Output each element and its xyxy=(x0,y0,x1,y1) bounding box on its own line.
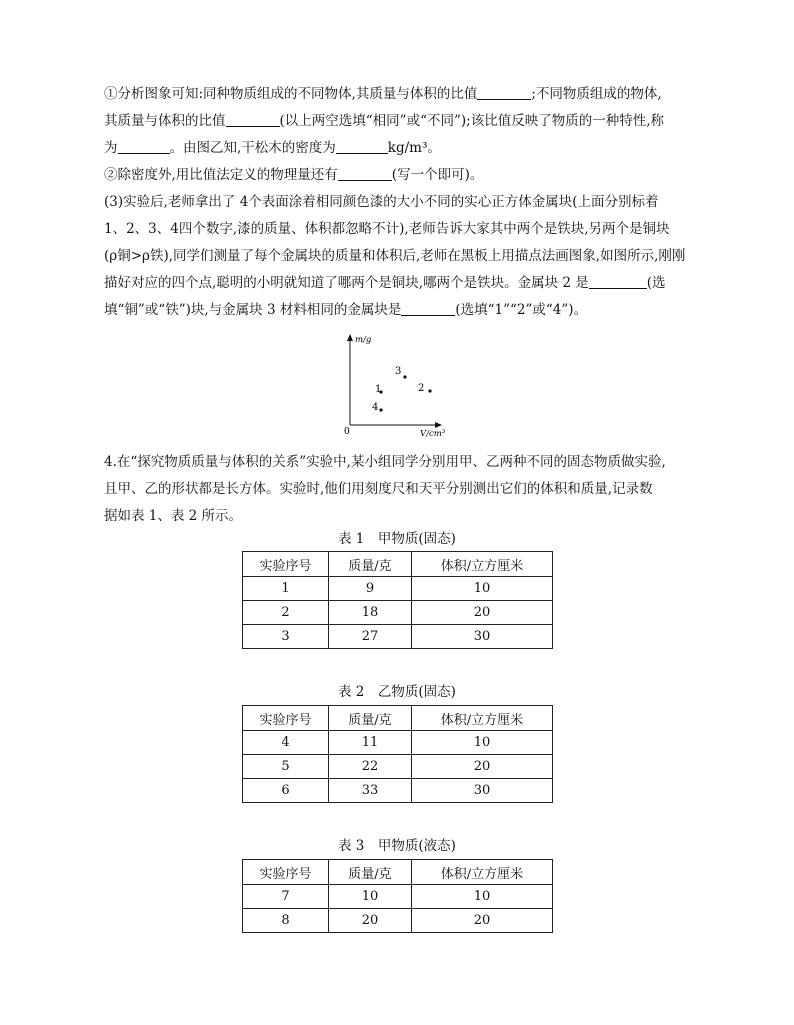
table-cell: 30 xyxy=(412,779,553,803)
text-line: 且甲、乙的形状都是长方体。实验时,他们用刻度尺和天平分别测出它们的体积和质量,记录数 xyxy=(104,481,653,497)
answer-blank[interactable] xyxy=(477,85,531,100)
text-segment: 为 xyxy=(104,140,118,156)
table-cell: 2 xyxy=(243,601,329,625)
table-row xyxy=(243,885,553,909)
text-line: 1、2、3、4四个数字,漆的质量、体积都忽略不计),老师告诉大家其中两个是铁块,另两个是铜块 xyxy=(104,221,670,237)
text-segment: (选 xyxy=(646,275,666,291)
table-row xyxy=(243,601,553,625)
table-cell: 30 xyxy=(412,625,553,649)
text-segment: (以上两空选填“相同”或“不同”);该比值反映了物质的一种特性,称 xyxy=(279,113,664,129)
text-line: (ρ铜>ρ铁),同学们测量了每个金属块的质量和体积后,老师在黑板上用描点法画图象,如图所示,刚刚 xyxy=(104,248,686,264)
table-caption: 表 1 甲物质(固态) xyxy=(338,531,456,547)
answer-blank[interactable] xyxy=(589,274,647,289)
text-segment: 其质量与体积的比值 xyxy=(104,113,226,129)
answer-blank[interactable] xyxy=(338,166,392,181)
table-cell: 11 xyxy=(329,731,412,755)
data-point-4 xyxy=(379,408,382,411)
table-cell: 27 xyxy=(329,625,412,649)
table-cell: 20 xyxy=(329,909,412,933)
table-cell: 6 xyxy=(243,779,329,803)
data-point-3 xyxy=(403,375,406,378)
table-caption: 表 2 乙物质(固态) xyxy=(338,684,456,700)
text-segment: 填“铜”或“铁”)块,与金属块 3 材料相同的金属块是 xyxy=(104,302,402,318)
text-segment: 描好对应的四个点,聪明的小明就知道了哪两个是铜块,哪两个是铁块。金属块 2 是 xyxy=(104,275,589,291)
text-line xyxy=(104,138,441,158)
answer-blank[interactable] xyxy=(118,139,170,154)
table-row xyxy=(243,909,553,933)
text-line xyxy=(104,300,587,320)
y-axis-arrow xyxy=(347,334,353,341)
table-cell: 8 xyxy=(243,909,329,933)
point-label-2: 2 xyxy=(418,383,425,394)
table-cell: 9 xyxy=(329,577,412,601)
table-cell: 5 xyxy=(243,755,329,779)
point-label-4: 4 xyxy=(372,402,379,413)
table-header-cell: 体积/立方厘米 xyxy=(412,860,553,885)
table-row xyxy=(243,755,553,779)
table-row xyxy=(243,731,553,755)
text-segment: 。 xyxy=(427,140,441,156)
answer-blank[interactable] xyxy=(336,139,388,154)
table-header-cell: 体积/立方厘米 xyxy=(412,552,553,577)
table-row xyxy=(243,625,553,649)
table-cell: 7 xyxy=(243,885,329,909)
text-line xyxy=(104,111,664,131)
y-axis-label: m/g xyxy=(355,335,372,345)
x-axis-arrow xyxy=(435,422,442,428)
table-header-cell: 质量/克 xyxy=(329,860,412,885)
answer-blank[interactable] xyxy=(226,112,280,127)
table-header-row xyxy=(243,552,553,577)
answer-blank[interactable] xyxy=(401,301,455,316)
point-label-1: 1 xyxy=(375,384,382,395)
text-line xyxy=(104,84,662,104)
table-header-cell: 体积/立方厘米 xyxy=(412,706,553,731)
table-caption: 表 3 甲物质(液态) xyxy=(338,838,456,854)
table-2 xyxy=(242,705,553,803)
x-axis-label: V/cm³ xyxy=(420,429,446,439)
table-cell: 1 xyxy=(243,577,329,601)
table-cell: 18 xyxy=(329,601,412,625)
text-line: 4.在“探究物质质量与体积的关系”实验中,某小组同学分别用甲、乙两种不同的固态物质做实验, xyxy=(104,454,666,470)
table-cell: 4 xyxy=(243,731,329,755)
text-line: 据如表 1、表 2 所示。 xyxy=(104,508,243,524)
table-cell: 33 xyxy=(329,779,412,803)
table-3 xyxy=(242,859,553,933)
table-header-cell: 质量/克 xyxy=(329,706,412,731)
table-cell: 20 xyxy=(412,601,553,625)
text-segment: ②除密度外,用比值法定义的物理量还有 xyxy=(104,167,338,183)
data-point-2 xyxy=(428,389,431,392)
table-header-cell: 质量/克 xyxy=(329,552,412,577)
text-segment: ;不同物质组成的物体, xyxy=(531,86,662,102)
point-label-3: 3 xyxy=(395,366,402,377)
text-line xyxy=(104,273,666,293)
mass-volume-graph xyxy=(330,330,450,442)
table-cell: 10 xyxy=(412,577,553,601)
text-segment: ①分析图象可知:同种物质组成的不同物体,其质量与体积的比值 xyxy=(104,86,478,102)
table-cell: 20 xyxy=(412,909,553,933)
table-header-cell: 实验序号 xyxy=(243,552,329,577)
table-row xyxy=(243,577,553,601)
table-1 xyxy=(242,551,553,649)
text-segment: (选填“1”“2”或“4”)。 xyxy=(455,302,588,318)
text-segment: (写一个即可)。 xyxy=(391,167,484,183)
text-line xyxy=(104,165,483,185)
table-cell: 22 xyxy=(329,755,412,779)
density-unit: kg/m³ xyxy=(387,140,428,156)
text-segment: 。由图乙知,干松木的密度为 xyxy=(169,140,336,156)
table-cell: 10 xyxy=(329,885,412,909)
table-header-row xyxy=(243,860,553,885)
table-cell: 10 xyxy=(412,885,553,909)
text-line: (3)实验后,老师拿出了 4个表面涂着相同颜色漆的大小不同的实心正方体金属块(上面分别标着 xyxy=(104,194,659,210)
table-cell: 3 xyxy=(243,625,329,649)
table-cell: 10 xyxy=(412,731,553,755)
table-header-cell: 实验序号 xyxy=(243,860,329,885)
table-cell: 20 xyxy=(412,755,553,779)
table-header-cell: 实验序号 xyxy=(243,706,329,731)
table-row xyxy=(243,779,553,803)
origin-label: 0 xyxy=(344,427,350,437)
table-header-row xyxy=(243,706,553,731)
